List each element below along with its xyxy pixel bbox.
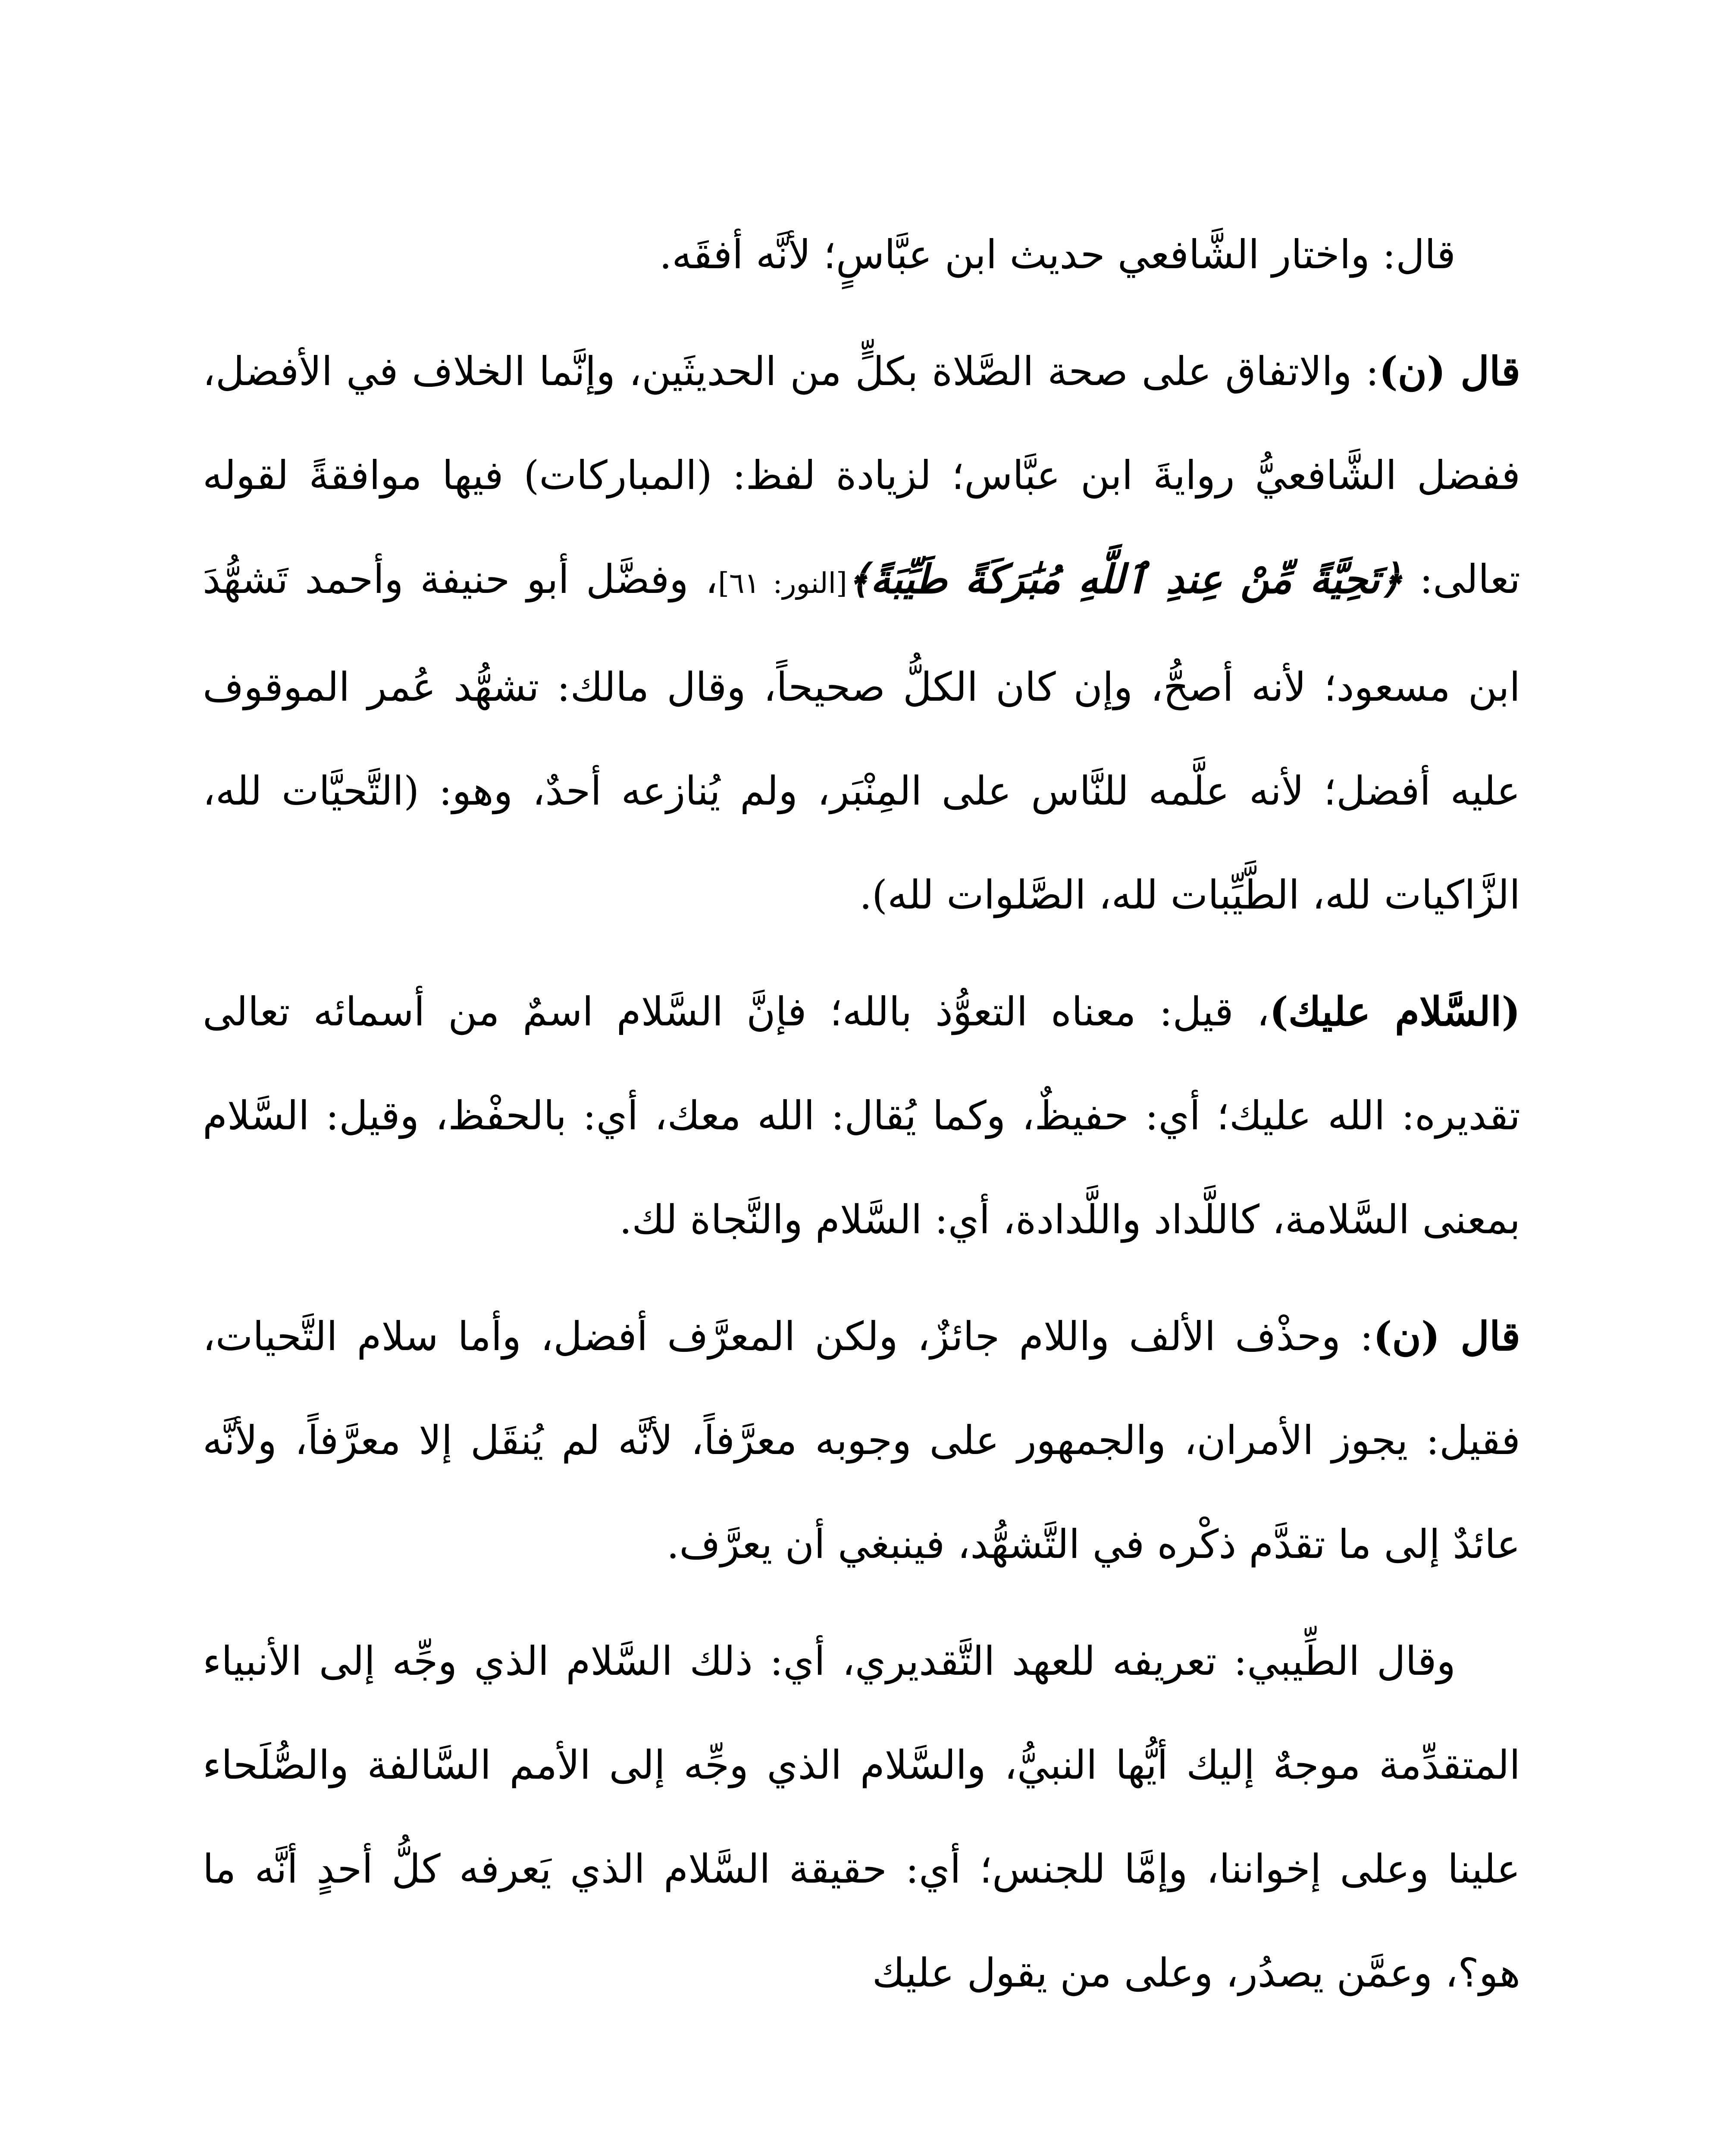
paragraph-1-text: قال: واختار الشَّافعي حديث ابن عبَّاسٍ؛ لأنَّه أفقَه. — [659, 232, 1456, 278]
verse-reference: [النور: ٦١] — [718, 567, 847, 600]
paragraph-2-lead: قال (ن) — [1379, 348, 1520, 395]
paragraph-4-lead: قال (ن) — [1373, 1313, 1520, 1360]
paragraph-4 — [203, 1285, 1520, 1596]
paragraph-3 — [203, 960, 1520, 1272]
quran-verse: ﴿تَحِيَّةً مِّنْ عِندِ ٱللَّهِ مُبَٰرَكَةً طَيِّبَةً﴾ — [847, 556, 1403, 602]
paragraph-2 — [203, 320, 1520, 947]
paragraph-2-text-b: ، وفضَّل أبو حنيفة وأحمد تَشهُّدَ ابن مسعود؛ لأنه أصحُّ، وإن كان الكلُّ صحيحاً، وقال مالك: تشهُّد عُمر الموقوف عليه أفضل؛ لأنه علَّمه للنَّاس على المِنْبَر، ولم يُنازعه أحدٌ، وهو: (التَّحيَّات لله، الزَّاكيات لله، الطَّيِّبات لله، الصَّلوات لله). — [203, 556, 1520, 918]
paragraph-5 — [203, 1609, 1520, 2025]
main-text — [203, 203, 1520, 2025]
paragraph-4-text: : وحذْف الألف واللام جائزٌ، ولكن المعرَّف أفضل، وأما سلام التَّحيات، فقيل: يجوز الأمران، والجمهور على وجوبه معرَّفاً، لأنَّه لم يُنقَل إلا معرَّفاً، ولأنَّه عائدٌ إلى ما تقدَّم ذكْره في التَّشهُّد، فينبغي أن يعرَّف. — [203, 1313, 1520, 1567]
paragraph-1 — [203, 203, 1520, 307]
paragraph-3-lead: (السَّلام عليك) — [1269, 988, 1521, 1035]
paragraph-2-text-a: : والاتفاق على صحة الصَّلاة بكلٍّ من الحديثَين، وإنَّما الخلاف في الأفضل، ففضل الشَّافعيُّ روايةَ ابن عبَّاس؛ لزيادة لفظ: (المباركات) فيها موافقةً لقوله تعالى: — [203, 348, 1520, 602]
paragraph-3-text: ، قيل: معناه التعوُّذ بالله؛ فإنَّ السَّلام اسمٌ من أسمائه تعالى تقديره: الله عليك؛ أي: حفيظٌ، وكما يُقال: الله معك، أي: بالحفْظ، وقيل: السَّلام بمعنى السَّلامة، كاللَّداد واللَّدادة، أي: السَّلام والنَّجاة لك. — [203, 989, 1520, 1243]
paragraph-5-text: وقال الطِّيبي: تعريفه للعهد التَّقديري، أي: ذلك السَّلام الذي وجِّه إلى الأنبياء المتقدِّمة موجهٌ إليك أيُّها النبيُّ، والسَّلام الذي وجِّه إلى الأمم السَّالفة والصُّلَحاء علينا وعلى إخواننا، وإمَّا للجنس؛ أي: حقيقة السَّلام الذي يَعرفه كلُّ أحدٍ أنَّه ما هو؟، وعمَّن يصدُر، وعلى من يقول عليك — [203, 1638, 1520, 1996]
